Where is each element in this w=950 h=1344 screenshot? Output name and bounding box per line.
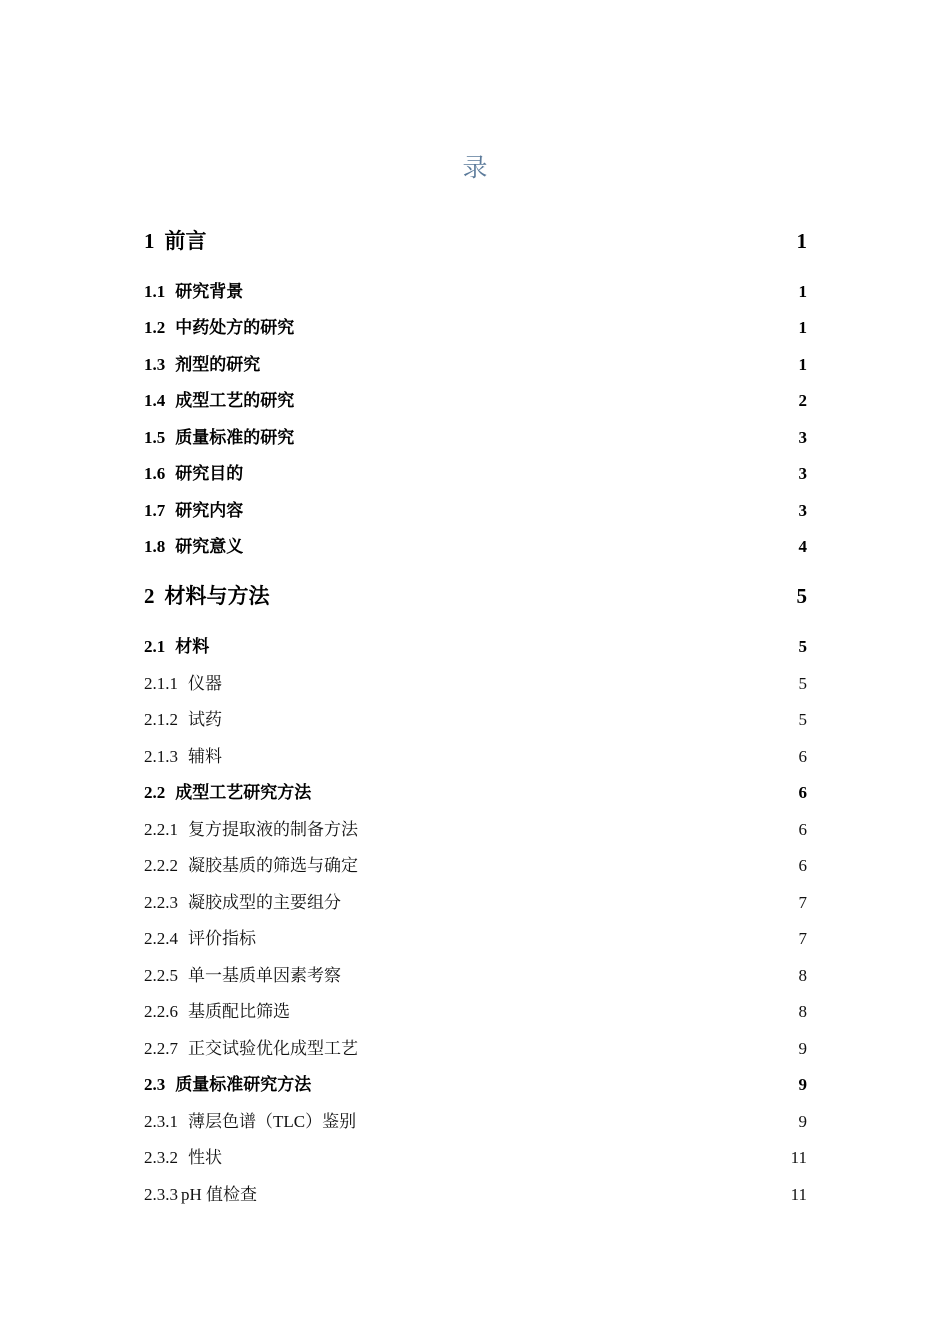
toc-entry-number: 2.2.5 — [144, 966, 178, 985]
toc-entry-title: 辅料 — [188, 747, 222, 766]
toc-entry-title: 正交试验优化成型工艺 — [188, 1039, 358, 1058]
toc-entry-title: 中药处方的研究 — [175, 318, 295, 337]
toc-entry-page: 8 — [798, 1002, 807, 1021]
toc-entry-number: 1 — [144, 229, 155, 253]
toc-entry-title: 复方提取液的制备方法 — [188, 820, 358, 839]
toc-entry-2-3-3[interactable] — [144, 1183, 807, 1207]
toc-entry-number: 1.5 — [144, 428, 166, 447]
toc-entry-number: 1.8 — [144, 537, 166, 556]
toc-entry-page: 5 — [798, 674, 807, 693]
toc-entry-2-1-1[interactable] — [144, 672, 807, 696]
toc-entry-number: 2.3.3 — [144, 1185, 178, 1204]
toc-entry-2-2-3[interactable] — [144, 891, 807, 915]
toc-entry-1-8[interactable] — [144, 535, 807, 559]
toc-entry-page: 5 — [798, 710, 807, 729]
toc-entry-number: 1.6 — [144, 464, 166, 483]
toc-entry-page: 3 — [798, 501, 807, 520]
toc-entry-page: 4 — [798, 537, 807, 556]
toc-entry-page: 7 — [798, 893, 807, 912]
toc-entry-title: 试药 — [188, 710, 222, 729]
toc-entry-2-3[interactable] — [144, 1073, 807, 1097]
toc-entry-title: 凝胶成型的主要组分 — [188, 893, 341, 912]
toc-entry-1[interactable] — [144, 227, 807, 255]
toc-entry-page: 6 — [798, 747, 807, 766]
toc-entry-number: 2.2.2 — [144, 856, 178, 875]
toc-entry-page: 6 — [798, 783, 807, 802]
toc-entry-2-3-1[interactable] — [144, 1110, 807, 1134]
toc-entry-page: 1 — [798, 355, 807, 374]
toc-entry-2[interactable] — [144, 582, 807, 610]
toc-entry-page: 3 — [798, 464, 807, 483]
toc-entry-2-2-2[interactable] — [144, 854, 807, 878]
toc-entry-page: 2 — [798, 391, 807, 410]
toc-entry-1-4[interactable] — [144, 389, 807, 413]
toc-entry-title: 材料与方法 — [164, 584, 270, 608]
toc-entry-title: 凝胶基质的筛选与确定 — [188, 856, 358, 875]
toc-entry-page: 11 — [790, 1185, 807, 1204]
toc-entry-title: 评价指标 — [188, 929, 256, 948]
toc-entry-2-2-6[interactable] — [144, 1000, 807, 1024]
toc-entry-1-3[interactable] — [144, 353, 807, 377]
toc-entry-2-1-3[interactable] — [144, 745, 807, 769]
toc-entry-title: 仪器 — [188, 674, 222, 693]
toc-entry-title: 质量标准的研究 — [175, 428, 295, 447]
toc-entry-2-2-5[interactable] — [144, 964, 807, 988]
toc-entry-page: 5 — [798, 637, 807, 656]
toc-entry-title: 薄层色谱（TLC）鉴别 — [188, 1112, 357, 1131]
toc-entry-number: 2.2.3 — [144, 893, 178, 912]
toc-entry-number: 2.3 — [144, 1075, 166, 1094]
toc-entry-number: 2.2 — [144, 783, 166, 802]
toc-entry-title: pH 值检查 — [181, 1185, 258, 1204]
toc-entry-page: 9 — [798, 1112, 807, 1131]
toc-entry-1-1[interactable] — [144, 280, 807, 304]
toc-entry-title: 研究目的 — [175, 464, 244, 483]
toc-entry-number: 1.3 — [144, 355, 166, 374]
toc-entry-number: 1.4 — [144, 391, 166, 410]
toc-entry-title: 成型工艺的研究 — [175, 391, 295, 410]
toc-entry-number: 2 — [144, 584, 155, 608]
toc-entry-2-2-7[interactable] — [144, 1037, 807, 1061]
toc-entry-page: 11 — [790, 1148, 807, 1167]
toc-entry-1-2[interactable] — [144, 316, 807, 340]
toc-entry-title: 基质配比筛选 — [188, 1002, 290, 1021]
toc-entry-number: 2.2.4 — [144, 929, 178, 948]
toc-entry-number: 1.7 — [144, 501, 166, 520]
toc-entry-2-3-2[interactable] — [144, 1146, 807, 1170]
toc-entry-title: 研究意义 — [175, 537, 244, 556]
toc-entry-title: 剂型的研究 — [175, 355, 261, 374]
toc-entry-2-2[interactable] — [144, 781, 807, 805]
toc-entry-number: 2.2.7 — [144, 1039, 178, 1058]
toc-entry-title: 性状 — [188, 1148, 222, 1167]
toc-entry-2-2-4[interactable] — [144, 927, 807, 951]
toc-entry-number: 2.1.3 — [144, 747, 178, 766]
toc-entry-page: 1 — [798, 318, 807, 337]
toc-entry-number: 2.3.1 — [144, 1112, 178, 1131]
toc-entry-page: 3 — [798, 428, 807, 447]
toc-entry-title: 成型工艺研究方法 — [175, 783, 312, 802]
toc-entry-1-5[interactable] — [144, 426, 807, 450]
toc-entry-page: 8 — [798, 966, 807, 985]
toc-title: 录 — [462, 153, 488, 182]
toc-entry-number: 2.2.1 — [144, 820, 178, 839]
toc-entry-2-2-1[interactable] — [144, 818, 807, 842]
toc-entry-number: 2.3.2 — [144, 1148, 178, 1167]
toc-entry-page: 1 — [796, 229, 807, 253]
toc-entry-title: 单一基质单因素考察 — [188, 966, 341, 985]
toc-entry-2-1[interactable] — [144, 635, 807, 659]
toc-entry-page: 9 — [798, 1075, 807, 1094]
toc-entry-number: 2.1 — [144, 637, 166, 656]
toc-entry-title: 质量标准研究方法 — [175, 1075, 312, 1094]
toc-entry-1-6[interactable] — [144, 462, 807, 486]
toc-entry-number: 1.1 — [144, 282, 166, 301]
toc-entry-page: 5 — [796, 584, 807, 608]
toc-entry-page: 1 — [798, 282, 807, 301]
toc-entry-number: 1.2 — [144, 318, 166, 337]
toc-entry-number: 2.2.6 — [144, 1002, 178, 1021]
toc-entry-page: 6 — [798, 820, 807, 839]
toc-entry-2-1-2[interactable] — [144, 708, 807, 732]
toc-entry-number: 2.1.2 — [144, 710, 178, 729]
toc-entry-page: 9 — [798, 1039, 807, 1058]
toc-entry-number: 2.1.1 — [144, 674, 178, 693]
toc-entry-1-7[interactable] — [144, 499, 807, 523]
toc-entry-title: 材料 — [175, 637, 210, 656]
toc-entry-page: 7 — [798, 929, 807, 948]
toc-entry-title: 前言 — [164, 229, 207, 253]
toc-entry-title: 研究内容 — [175, 501, 244, 520]
toc-entry-title: 研究背景 — [175, 282, 244, 301]
toc-entry-page: 6 — [798, 856, 807, 875]
